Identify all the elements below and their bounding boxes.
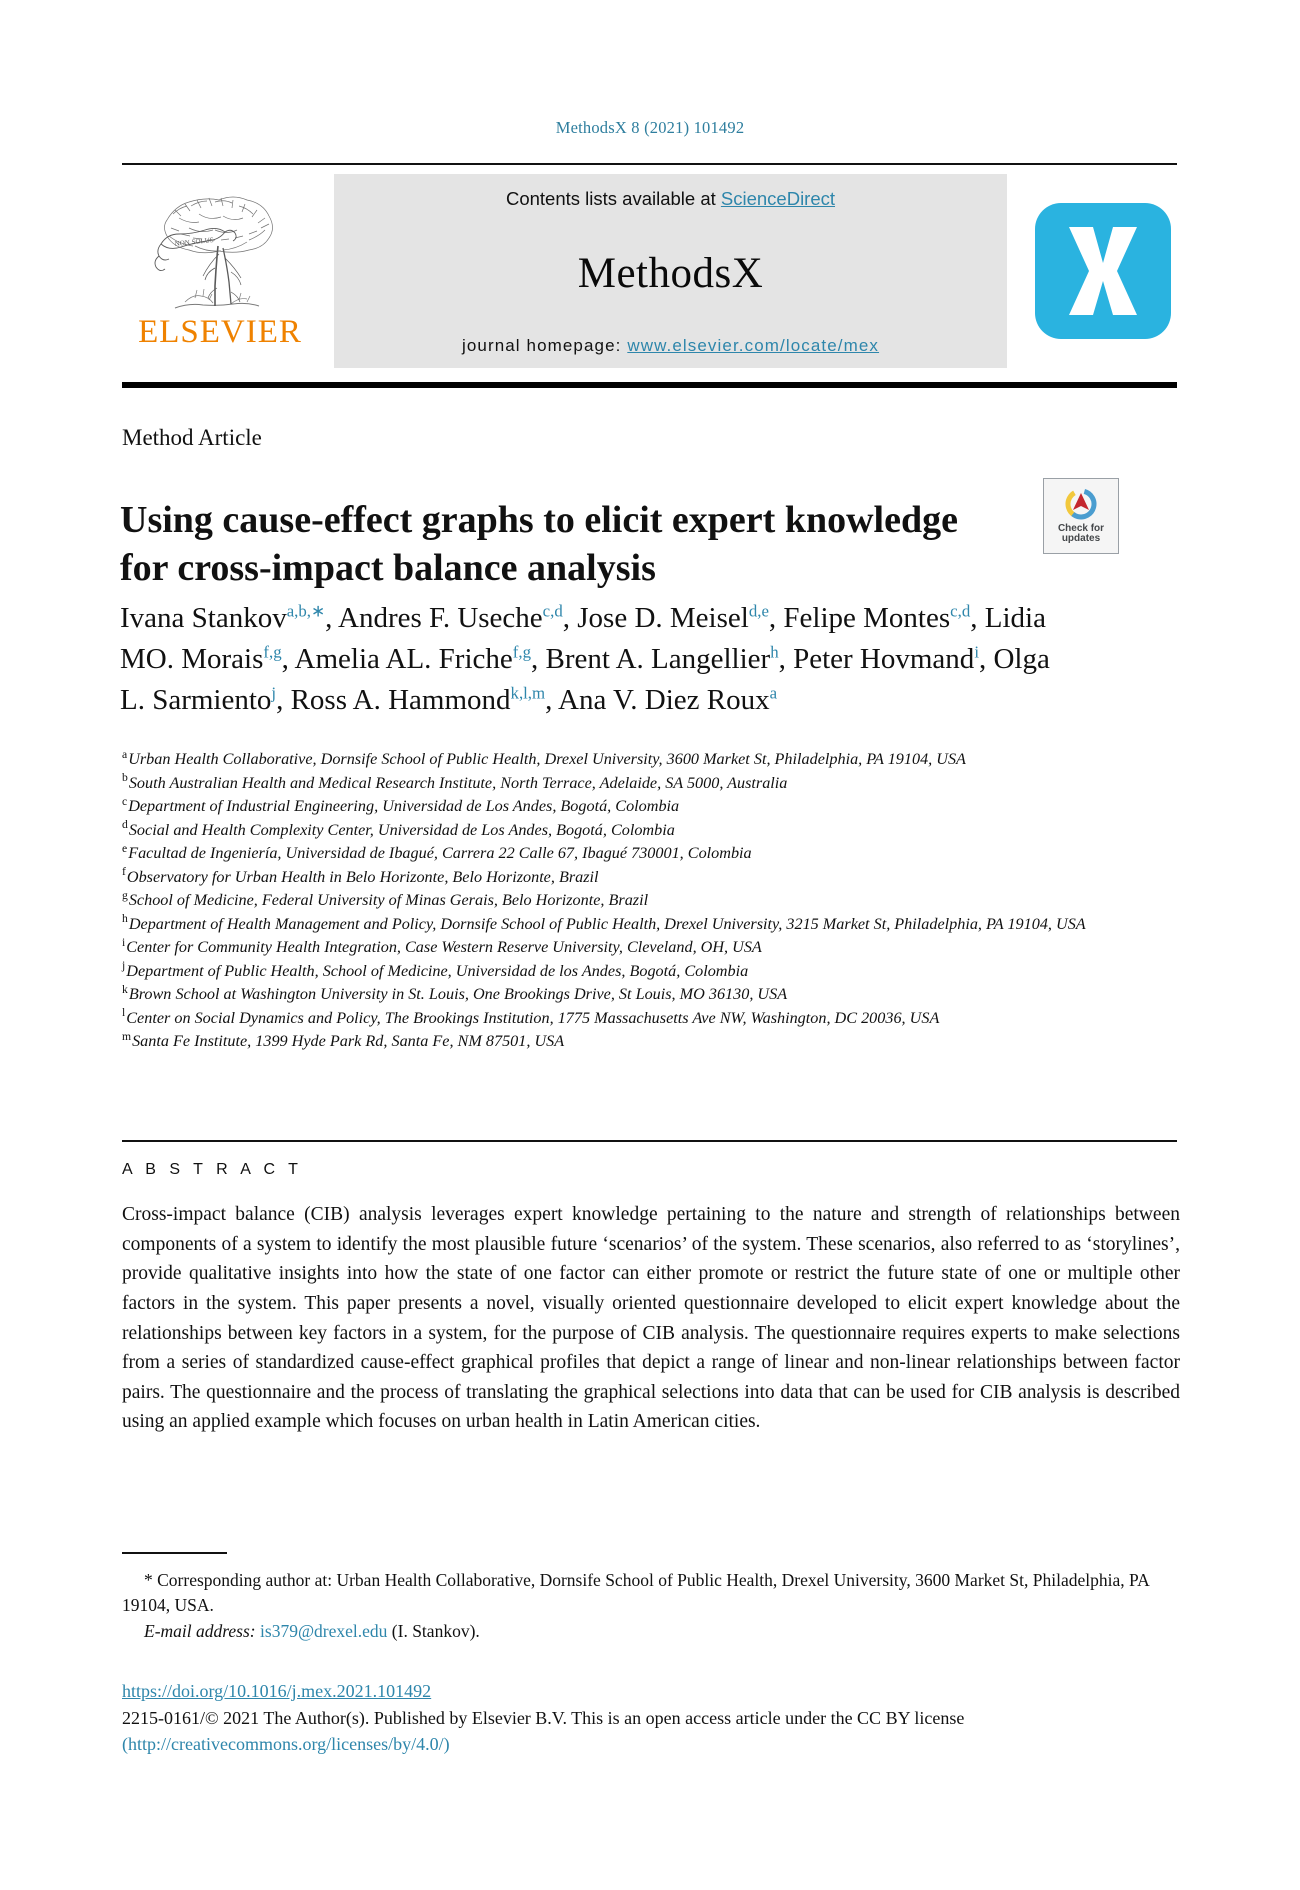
masthead-bottom-rule — [122, 382, 1177, 388]
author-affiliation-marks: j — [271, 683, 277, 703]
affiliation-text: Department of Public Health, School of Medicine, Universidad de los Andes, Bogotá, Colombia — [126, 961, 749, 980]
elsevier-wordmark: ELSEVIER — [138, 314, 302, 350]
affiliation-item — [122, 795, 1182, 818]
affiliation-item — [122, 960, 1182, 983]
affiliation-text: Facultad de Ingeniería, Universidad de Ibagué, Carrera 22 Calle 67, Ibagué 730001, Colombia — [128, 844, 752, 862]
crossmark-label — [1058, 524, 1104, 545]
author-name: Andres F. Useche — [338, 602, 543, 634]
affiliation-mark: d — [122, 818, 128, 832]
author-affiliation-marks: i — [974, 642, 979, 662]
elsevier-tree-icon — [145, 176, 295, 314]
doi-link[interactable]: https://doi.org/10.1016/j.mex.2021.101492 — [122, 1681, 432, 1701]
affiliation-mark: i — [122, 935, 126, 949]
affiliation-text: School of Medicine, Federal University of Minas Gerais, Belo Horizonte, Brazil — [128, 891, 649, 909]
affiliation-text: South Australian Health and Medical Research Institute, North Terrace, Adelaide, SA 5000, Australia — [128, 773, 788, 792]
masthead-top-rule — [122, 163, 1177, 165]
author-name: Ana V. Diez Roux — [558, 684, 770, 717]
footnote-rule — [122, 1552, 227, 1554]
author-affiliation-marks: a,b,∗ — [286, 601, 326, 621]
email-owner: (I. Stankov). — [391, 1620, 480, 1641]
license-link[interactable]: (http://creativecommons.org/licenses/by/4.0/) — [122, 1734, 450, 1755]
affiliation-mark: l — [122, 1006, 126, 1020]
author-affiliation-marks: f,g — [263, 642, 282, 662]
affiliation-text: Observatory for Urban Health in Belo Horizonte, Belo Horizonte, Brazil — [126, 867, 599, 886]
email-note — [122, 1619, 1180, 1644]
corresponding-author-note: * Corresponding author at: Urban Health Collaborative, Dornsife School of Public Health, Drexel University, 3600 Market St, Philadelphia, PA 19104, USA. — [122, 1570, 1149, 1616]
author-affiliation-marks: f,g — [512, 642, 531, 662]
abstract-heading: A B S T R A C T — [122, 1161, 303, 1178]
affiliation-mark: k — [122, 982, 128, 996]
contents-prefix: Contents lists available at — [505, 188, 721, 209]
author-name: Jose D. Meisel — [577, 602, 749, 634]
affiliation-text: Brown School at Washington University in St. Louis, One Brookings Drive, St Louis, MO 36130, USA — [128, 985, 788, 1003]
author-list: Ivana Stankov$^{a,b,∗}$, Andres F. Useche$^{c,d}$, Jose D. Meisel$^{d,e}$, Felipe Montes$^{c,d}$, Lidia MO. Morais$^{f,g}$, Amelia AL. Friche$^{f,g}$, Brent A. Langellier$^h$, Peter Hovmand$^i$, Olga L. Sarmiento$^j$, Ross A. Hammond$^{k,l,m}$, Ana V. Diez Roux$^a$ — [120, 601, 1050, 717]
affiliation-item — [122, 842, 1182, 865]
author-affiliation-marks: a — [769, 683, 778, 703]
non-solus-motto: NON SOLUS — [174, 235, 215, 248]
affiliation-item — [122, 936, 1182, 959]
affiliation-item — [122, 1007, 1182, 1030]
author-affiliation-marks: c,d — [950, 601, 971, 621]
author-name: Peter Hovmand — [793, 643, 975, 676]
affiliation-item — [122, 748, 1182, 771]
affiliation-mark: g — [122, 888, 128, 902]
affiliation-list — [122, 748, 1182, 1054]
affiliation-item — [122, 1030, 1182, 1053]
affiliation-item — [122, 889, 1182, 912]
methodsx-x-icon — [1035, 203, 1171, 339]
affiliation-mark: e — [122, 841, 128, 855]
author-name: Brent A. Langellier — [545, 643, 771, 676]
email-link[interactable]: is379@drexel.edu — [260, 1620, 388, 1641]
affiliation-item — [122, 819, 1182, 842]
crossmark-line-1: Check for — [1057, 522, 1105, 534]
affiliation-text: Center on Social Dynamics and Policy, The Brookings Institution, 1775 Massachusetts Ave NW, Washington, DC 20036, USA — [126, 1008, 940, 1027]
journal-band — [334, 174, 1007, 368]
affiliation-mark: c — [122, 794, 128, 808]
abstract-text: Cross-impact balance (CIB) analysis leverages expert knowledge pertaining to the nature and strength of relationships between components of a system to identify the most plausible future ‘scenarios’ of the system. These scenarios, also referred to as ‘storylines’, provide qualitative insights into how the state of one factor can either promote or restrict the future state of one or multiple other factors in the system. This paper presents a novel, visually oriented questionnaire developed to elicit expert knowledge about the relationships between key factors in a system, for the purpose of CIB analysis. The questionnaire requires experts to make selections from a series of standardized cause-effect graphical profiles that depict a range of linear and non-linear relationships between factor pairs. The questionnaire and the process of translating the graphical selections into data that can be used for CIB analysis is described using an applied example which focuses on urban health in Latin American cities. — [122, 1204, 1180, 1433]
methodsx-logo-block — [1029, 174, 1177, 368]
affiliation-mark: m — [122, 1029, 132, 1043]
affiliation-text: Santa Fe Institute, 1399 Hyde Park Rd, Santa Fe, NM 87501, USA — [132, 1032, 565, 1050]
author-affiliation-marks: c,d — [542, 601, 563, 621]
author-affiliation-marks: d,e — [748, 601, 769, 621]
copyright-line: 2215-0161/© 2021 The Author(s). Published by Elsevier B.V. This is an open access article under the CC BY license — [122, 1707, 965, 1728]
affiliation-text: Urban Health Collaborative, Dornsife School of Public Health, Drexel University, 3600 Market St, Philadelphia, PA 19104, USA — [128, 750, 966, 768]
author-name: Ivana Stankov — [120, 602, 287, 634]
crossmark-line-2: updates — [1061, 533, 1101, 544]
affiliation-mark: f — [122, 865, 126, 879]
footnote-block — [122, 1568, 1180, 1644]
running-head: MethodsX 8 (2021) 101492 — [555, 118, 745, 137]
abstract-top-rule — [122, 1140, 1177, 1142]
page-title: Using cause-effect graphs to elicit expert knowledge for cross-impact balance analysis — [120, 499, 958, 589]
crossmark-check-for-updates-badge[interactable] — [1043, 478, 1119, 554]
author-affiliation-marks: h — [770, 642, 779, 662]
affiliation-mark: j — [122, 959, 126, 973]
publication-footer — [122, 1678, 1180, 1758]
affiliation-mark: h — [122, 912, 128, 926]
author-affiliation-marks: k,l,m — [510, 683, 546, 703]
affiliation-text: Department of Industrial Engineering, Universidad de Los Andes, Bogotá, Colombia — [128, 797, 680, 815]
affiliation-mark: a — [122, 747, 128, 761]
affiliation-mark: b — [122, 771, 128, 785]
elsevier-logo-block — [122, 174, 318, 368]
affiliation-text: Social and Health Complexity Center, Universidad de Los Andes, Bogotá, Colombia — [128, 820, 675, 839]
article-type-label: Method Article — [122, 425, 262, 450]
affiliation-item — [122, 772, 1182, 795]
crossmark-icon — [1060, 488, 1102, 522]
affiliation-item — [122, 983, 1182, 1006]
journal-homepage-line — [462, 336, 879, 356]
homepage-prefix: journal homepage: — [461, 336, 628, 355]
journal-title: MethodsX — [577, 249, 764, 297]
affiliation-text: Center for Community Health Integration, Case Western Reserve University, Cleveland, OH, USA — [126, 938, 762, 956]
author-name: Olga L. Sarmiento — [120, 643, 1050, 717]
sciencedirect-link[interactable]: ScienceDirect — [720, 188, 836, 209]
affiliation-item — [122, 913, 1182, 936]
author-name: Lidia MO. Morais — [120, 602, 1046, 676]
affiliation-text: Department of Health Management and Policy, Dornsife School of Public Health, Drexel University, 3215 Market St, Philadelphia, PA 19104, USA — [128, 914, 1086, 933]
author-name: Amelia AL. Friche — [294, 643, 513, 676]
affiliation-item — [122, 866, 1182, 889]
journal-homepage-link[interactable]: www.elsevier.com/locate/mex — [627, 336, 880, 355]
contents-lists-line — [506, 188, 835, 210]
email-label: E-mail address: — [144, 1620, 256, 1641]
author-name: Felipe Montes — [783, 602, 951, 634]
journal-masthead — [122, 163, 1177, 368]
author-name: Ross A. Hammond — [290, 684, 511, 717]
